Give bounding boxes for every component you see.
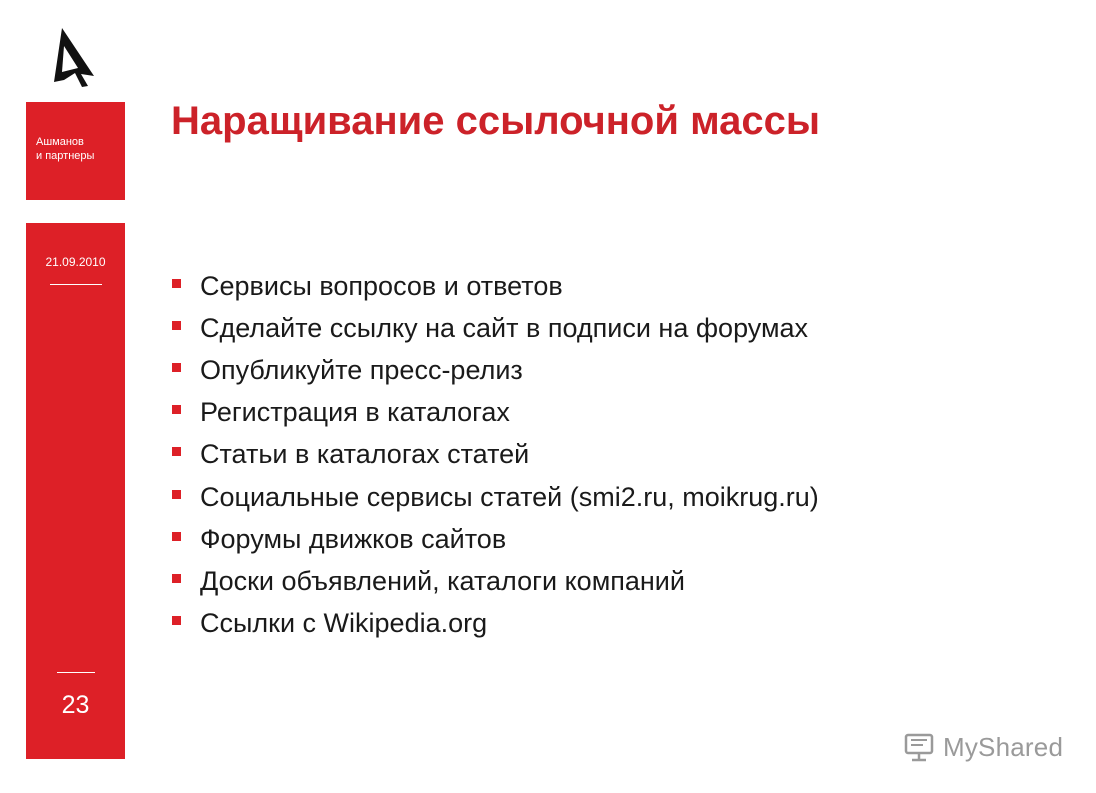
bullet-item <box>172 476 819 518</box>
brand-name <box>36 135 122 163</box>
bullet-text: Ссылки с Wikipedia.org <box>200 608 488 639</box>
date-divider <box>50 284 102 285</box>
page-number: 23 <box>61 691 90 719</box>
bullet-item <box>172 603 819 645</box>
red-square-bullet-icon <box>172 279 181 288</box>
watermark-text: MyShared <box>943 731 1064 762</box>
bullet-item <box>172 392 819 434</box>
red-square-bullet-icon <box>172 363 181 372</box>
bullet-text: Форумы движков сайтов <box>200 523 507 554</box>
red-square-bullet-icon <box>172 405 181 414</box>
page-number-divider <box>57 672 95 673</box>
red-square-bullet-icon <box>172 574 181 583</box>
bullet-item <box>172 307 819 349</box>
bullet-text: Доски объявлений, каталоги компаний <box>200 565 685 596</box>
red-square-bullet-icon <box>172 321 181 330</box>
bullet-item <box>172 434 819 476</box>
brand-name-line-2: и партнеры <box>36 150 95 162</box>
myshared-logo-icon <box>903 731 939 763</box>
bullet-text: Статьи в каталогах статей <box>200 439 530 470</box>
bullet-text: Социальные сервисы статей (smi2.ru, moikrug.ru) <box>200 481 819 512</box>
bullet-item <box>172 265 819 307</box>
myshared-watermark[interactable] <box>903 730 1063 764</box>
brand-block <box>26 102 125 200</box>
brand-name-line-1: Ашманов <box>36 136 84 148</box>
bullet-item <box>172 518 819 560</box>
bullet-text: Сделайте ссылку на сайт в подписи на форумах <box>200 312 809 343</box>
bullet-text: Опубликуйте пресс-релиз <box>200 354 523 385</box>
bullet-text: Регистрация в каталогах <box>200 397 510 428</box>
bullet-item <box>172 349 819 391</box>
side-bar <box>26 223 125 759</box>
bullet-item <box>172 560 819 602</box>
slide-title: Наращивание ссылочной массы <box>171 99 821 143</box>
red-square-bullet-icon <box>172 490 181 499</box>
red-square-bullet-icon <box>172 616 181 625</box>
bullet-list <box>172 265 819 645</box>
red-square-bullet-icon <box>172 532 181 541</box>
ashmanov-arrow-logo-icon <box>50 24 100 88</box>
red-square-bullet-icon <box>172 447 181 456</box>
bullet-text: Сервисы вопросов и ответов <box>200 270 563 301</box>
slide-date: 21.09.2010 <box>45 255 106 269</box>
